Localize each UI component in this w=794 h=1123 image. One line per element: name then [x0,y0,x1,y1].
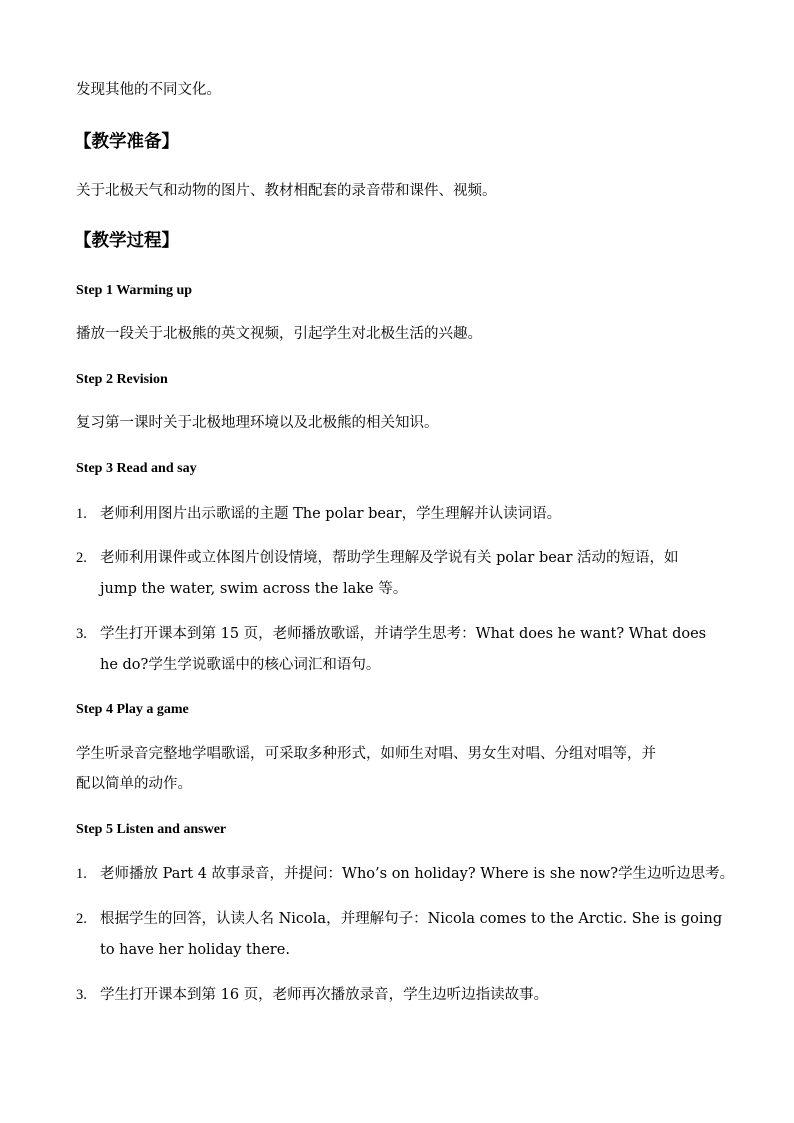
prep-text: 关于北极天气和动物的图片、教材相配套的录音带和课件、视频。 [76,183,497,199]
step4-text-line2: 配以简单的动作。 [76,776,192,792]
prep-heading: 【教学准备】 [74,132,179,152]
step2-text: 复习第一课时关于北极地理环境以及北极熊的相关知识。 [76,415,439,431]
step3-item2-text-line1: 老师利用课件或立体图片创设情境，帮助学生理解及学说有关 polar bear 活动的短语，如 [100,550,679,566]
step3-item3-text-line1: 学生打开课本到第 15 页，老师播放歌谣，并请学生思考：What does he want? What does [100,626,707,642]
step4-text-line1: 学生听录音完整地学唱歌谣，可采取多种形式，如师生对唱、男女生对唱、分组对唱等，并 [76,746,656,762]
step3-item2-text-line2: jump the water, swim across the lake 等。 [100,581,408,597]
process-heading: 【教学过程】 [74,231,179,251]
step5-item3-text: 学生打开课本到第 16 页，老师再次播放录音，学生边听边指读故事。 [100,987,549,1003]
step1-text: 播放一段关于北极熊的英文视频，引起学生对北极生活的兴趣。 [76,326,482,342]
step4-title: Step 4 Play a game [76,702,189,717]
step3-title: Step 3 Read and say [76,461,197,476]
step3-item1-text: 老师利用图片出示歌谣的主题 The polar bear，学生理解并认读词语。 [100,506,562,522]
step3-item2-number: 2. [76,550,87,566]
step5-item1-text: 老师播放 Part 4 故事录音，并提问：Who’s on holiday? Where is she now?学生边听边思考。 [100,866,735,882]
intro-tail-text: 发现其他的不同文化。 [76,82,221,98]
step5-title: Step 5 Listen and answer [76,822,227,837]
step5-item3-number: 3. [76,987,87,1003]
step3-item3-number: 3. [76,626,87,642]
step5-item2-text-line1: 根据学生的回答，认读人名 Nicola，并理解句子：Nicola comes to the Arctic. She is going [100,911,723,927]
step1-title: Step 1 Warming up [76,283,193,298]
step5-item1-number: 1. [76,866,87,882]
step3-item1-number: 1. [76,506,87,522]
step2-title: Step 2 Revision [76,372,168,387]
step3-item3-text-line2: he do?学生学说歌谣中的核心词汇和语句。 [100,657,381,673]
step5-item2-text-line2: to have her holiday there. [100,942,290,958]
step5-item2-number: 2. [76,911,87,927]
